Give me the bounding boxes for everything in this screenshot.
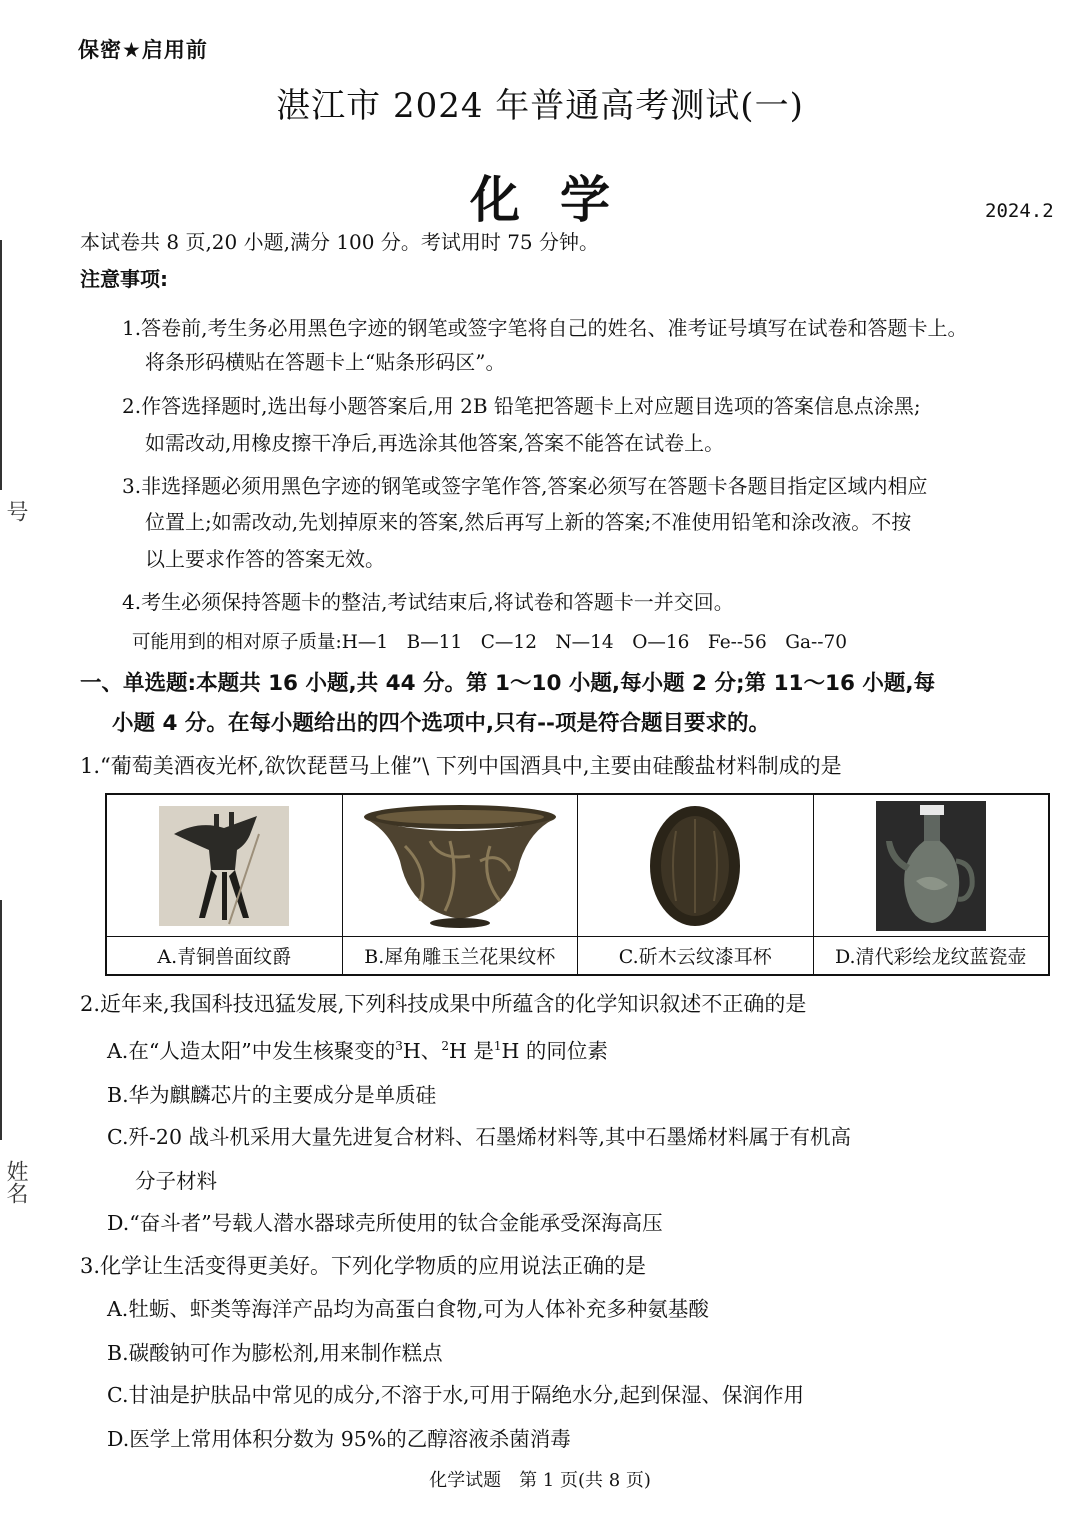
notice-item: 1.答卷前,考生务必用黑色字迹的钢笔或签字笔将自己的姓名、准考证号填写在试卷和答题卡上。 bbox=[122, 316, 968, 340]
option-caption: D.清代彩绘龙纹蓝瓷壶 bbox=[814, 936, 1049, 974]
notice-item: 位置上;如需改动,先划掉原来的答案,然后再写上新的答案;不准使用铅笔和涂改液。不按 bbox=[145, 510, 912, 534]
lacquer-ear-cup-image bbox=[640, 801, 750, 931]
question-3-stem: 3.化学让生活变得更美好。下列化学物质的应用说法正确的是 bbox=[80, 1254, 647, 1278]
question-2-option-c: C.歼-20 战斗机采用大量先进复合材料、石墨烯材料等,其中石墨烯材料属于有机高 bbox=[107, 1125, 852, 1149]
question-2-option-d: D.“奋斗者”号载人潜水器球壳所使用的钛合金能承受深海高压 bbox=[107, 1211, 663, 1235]
question-1-stem: 1.“葡萄美酒夜光杯,欲饮琵琶马上催”\ 下列中国酒具中,主要由硅酸盐材料制成的是 bbox=[80, 754, 842, 778]
notice-item: 3.非选择题必须用黑色字迹的钢笔或签字笔作答,答案必须写在答题卡各题目指定区域内相应 bbox=[122, 474, 928, 498]
exam-date: 2024.2 bbox=[985, 200, 1054, 222]
question-3-option-a: A.牡蛎、虾类等海洋产品均为高蛋白食物,可为人体补充多种氨基酸 bbox=[107, 1297, 709, 1321]
section-heading-cont: 小题 4 分。在每小题给出的四个选项中,只有--项是符合题目要求的。 bbox=[112, 711, 770, 736]
notice-item: 4.考生必须保持答题卡的整洁,考试结束后,将试卷和答题卡一并交回。 bbox=[122, 590, 734, 614]
page-footer: 化学试题 第 1 页(共 8 页) bbox=[429, 1470, 651, 1491]
binding-line-top bbox=[0, 240, 2, 490]
atomic-mass-line: 可能用到的相对原子质量:H—1 B—11 C—12 N—14 O—16 Fe--56 Ga--70 bbox=[132, 632, 848, 653]
option-cell bbox=[578, 795, 814, 974]
notice-item: 2.作答选择题时,选出每小题答案后,用 2B 铅笔把答题卡上对应题目选项的答案信息点涂黑; bbox=[122, 394, 921, 418]
bronze-jue-image bbox=[159, 806, 289, 926]
question-2-stem: 2.近年来,我国科技迅猛发展,下列科技成果中所蕴含的化学知识叙述不正确的是 bbox=[80, 992, 807, 1016]
intro-text: 本试卷共 8 页,20 小题,满分 100 分。考试用时 75 分钟。 bbox=[80, 230, 600, 254]
binding-label-number: 号 bbox=[3, 500, 28, 522]
option-cell bbox=[107, 795, 343, 974]
option-caption: C.斫木云纹漆耳杯 bbox=[578, 936, 813, 974]
question-2-option-b: B.华为麒麟芯片的主要成分是单质硅 bbox=[107, 1083, 437, 1107]
subject-title: 化学 bbox=[470, 171, 650, 229]
question-2-option-c-cont: 分子材料 bbox=[135, 1169, 217, 1193]
question-2-option-a: A.在“人造太阳”中发生核聚变的$^3$H、$^2$H 是$^1$H 的同位素 bbox=[107, 1039, 608, 1063]
notice-title: 注意事项: bbox=[80, 267, 168, 291]
question-3-option-c: C.甘油是护肤品中常见的成分,不溶于水,可用于隔绝水分,起到保湿、保润作用 bbox=[107, 1383, 805, 1407]
secret-mark: 保密★启用前 bbox=[78, 38, 208, 62]
option-cell bbox=[343, 795, 579, 974]
notice-item: 将条形码横贴在答题卡上“贴条形码区”。 bbox=[145, 350, 506, 374]
section-heading: 一、单选题:本题共 16 小题,共 44 分。第 1～10 小题,每小题 2 分;第 11～16 小题,每 bbox=[80, 671, 936, 696]
question-1-image-table bbox=[105, 793, 1050, 976]
rhino-horn-cup-image bbox=[360, 801, 560, 931]
blue-porcelain-pot-image bbox=[876, 801, 986, 931]
notice-item: 以上要求作答的答案无效。 bbox=[145, 547, 385, 571]
option-cell bbox=[814, 795, 1049, 974]
exam-title: 湛江市 2024 年普通高考测试(一) bbox=[276, 86, 804, 126]
notice-item: 如需改动,用橡皮擦干净后,再选涂其他答案,答案不能答在试卷上。 bbox=[145, 431, 725, 455]
binding-line-bottom bbox=[0, 900, 2, 1140]
option-caption: A.青铜兽面纹爵 bbox=[107, 936, 342, 974]
question-3-option-d: D.医学上常用体积分数为 95%的乙醇溶液杀菌消毒 bbox=[107, 1427, 571, 1451]
option-caption: B.犀角雕玉兰花果纹杯 bbox=[343, 936, 578, 974]
binding-label-name: 姓名 bbox=[3, 1160, 28, 1204]
question-3-option-b: B.碳酸钠可作为膨松剂,用来制作糕点 bbox=[107, 1341, 443, 1365]
